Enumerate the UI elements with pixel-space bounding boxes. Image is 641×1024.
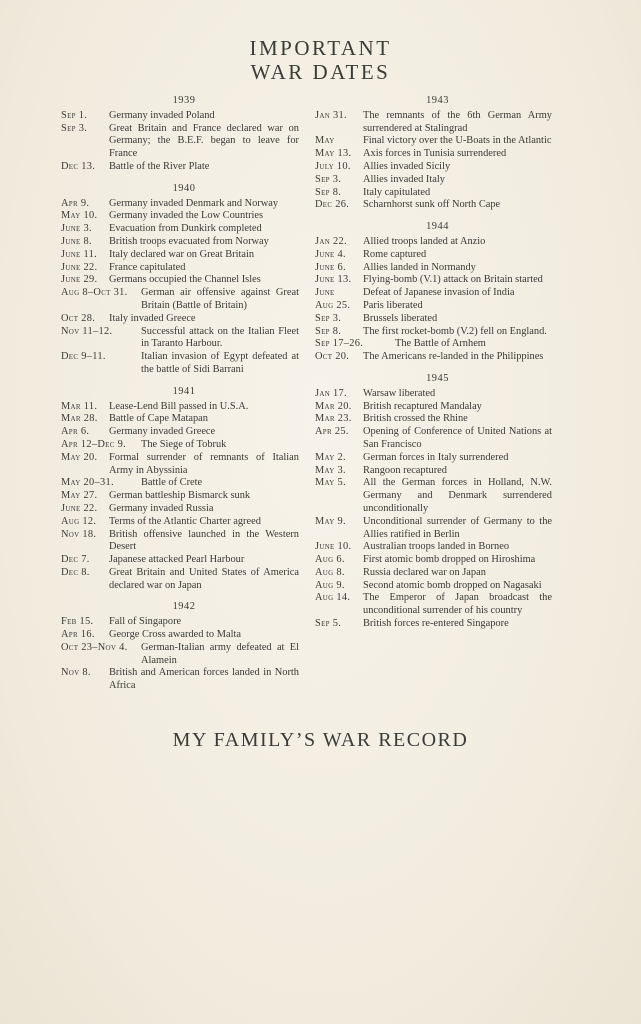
footer-heading: MY FAMILY’S WAR RECORD	[172, 729, 469, 751]
entry-date: Dec 7.	[61, 554, 90, 566]
entry-date: Oct 28.	[61, 312, 96, 324]
timeline-entry	[61, 287, 299, 313]
timeline-entry	[61, 426, 299, 439]
year-heading: 1945	[426, 372, 449, 384]
timeline-entry	[315, 554, 552, 567]
timeline-entry	[61, 629, 299, 642]
entry-date: June 13.	[315, 274, 352, 286]
entry-date: Nov 11–12.	[61, 325, 113, 337]
timeline-entry	[315, 338, 552, 351]
timeline-entry	[61, 274, 299, 287]
entry-date: May 13.	[315, 148, 352, 160]
page-title-line2: WAR DATES	[250, 60, 391, 84]
timeline-entry	[315, 516, 552, 542]
entry-text: Italian invasion of Egypt defeated at the battle of Sidi Barrani	[141, 351, 299, 375]
entry-date: Jan 22.	[315, 235, 347, 247]
timeline-entry	[315, 313, 552, 326]
entry-text: Germany invaded Poland	[109, 109, 215, 121]
timeline-entry	[61, 326, 299, 352]
timeline-entry	[315, 592, 552, 618]
timeline-entry	[61, 516, 299, 529]
entry-date: May 2.	[315, 451, 346, 463]
timeline-entry	[61, 667, 299, 693]
entry-date: Aug 8–Oct 31.	[61, 287, 128, 299]
entry-date: May 5.	[315, 477, 346, 489]
timeline-entry	[61, 110, 299, 123]
entry-date: Apr 9.	[61, 197, 90, 209]
timeline-entry	[315, 249, 552, 262]
timeline-entry	[61, 503, 299, 516]
entry-text: All the German forces in Holland, N.W. Germany and Denmark surrendered unconditionally	[363, 477, 552, 514]
year-heading: 1941	[172, 385, 196, 397]
entry-text: France capitulated	[109, 261, 186, 273]
timeline-entry	[315, 426, 552, 452]
entry-text: British forces re-entered Singapore	[363, 618, 509, 630]
timeline-entry	[61, 210, 299, 223]
timeline-entry	[315, 477, 552, 515]
entry-text: Italy declared war on Great Britain	[109, 248, 255, 260]
entry-date: May	[315, 135, 335, 147]
timeline-entry	[61, 161, 299, 174]
entry-date: Oct 23–Nov 4.	[61, 641, 128, 653]
timeline-entry	[61, 477, 299, 490]
entry-date: Aug 25.	[315, 299, 351, 311]
entry-date: June 10.	[315, 541, 352, 553]
entry-date: Nov 18.	[61, 528, 97, 540]
entry-text: The Emperor of Japan broadcast the unconditional surrender of his country	[363, 592, 552, 617]
entry-text: Italy invaded Greece	[109, 312, 196, 324]
entry-text: The first rocket-bomb (V.2) fell on England.	[363, 325, 547, 337]
entry-date: May 9.	[315, 515, 346, 527]
entry-date: Feb 15.	[61, 616, 94, 628]
timeline-entry	[61, 554, 299, 567]
entry-date: June 22.	[61, 261, 98, 273]
timeline-entry	[315, 541, 552, 554]
entry-text: Great Britain and United States of America declared war on Japan	[109, 566, 299, 591]
entry-text: Allied troops landed at Anzio	[363, 235, 486, 247]
entry-text: Battle of Crete	[141, 477, 203, 489]
year-heading: 1944	[426, 221, 449, 233]
entry-date: Jan 17.	[315, 387, 347, 399]
timeline-entry	[61, 262, 299, 275]
entry-date: July 10.	[315, 160, 351, 172]
entry-date: Aug 8.	[315, 566, 345, 578]
entry-date: Mar 23.	[315, 413, 352, 425]
timeline-entry	[61, 249, 299, 262]
entry-text: Great Britain and France declared war on Germany; the B.E.F. began to leave for France	[109, 122, 299, 160]
entry-date: June 8.	[61, 235, 92, 247]
timeline-entry	[315, 161, 552, 174]
entry-date: Oct 20.	[315, 351, 350, 363]
entry-date: Aug 14.	[315, 592, 351, 604]
entry-date: Jan 31.	[315, 109, 347, 121]
entry-date: Sep 1.	[61, 109, 88, 121]
timeline-entry	[315, 148, 552, 161]
timeline-entry	[315, 262, 552, 275]
entry-date: Sep 3.	[315, 312, 342, 324]
timeline-entry	[315, 274, 552, 287]
year-heading: 1940	[172, 182, 196, 194]
entry-text: Italy capitulated	[363, 186, 431, 198]
year-heading: 1939	[172, 95, 196, 106]
entry-date: June	[315, 287, 335, 299]
year-heading: 1942	[172, 601, 196, 613]
entry-text: Japanese attacked Pearl Harbour	[109, 554, 245, 566]
entry-text: Rome captured	[363, 248, 427, 260]
entry-text: Evacuation from Dunkirk completed	[109, 223, 262, 235]
entry-text: Fall of Singapore	[109, 616, 182, 628]
timeline-entry	[61, 529, 299, 555]
entry-date: Dec 26.	[315, 199, 350, 211]
entry-text: British and American forces landed in North Africa	[109, 667, 299, 692]
timeline-entry	[315, 413, 552, 426]
timeline-entry	[315, 580, 552, 593]
entry-text: Opening of Conference of United Nations at San Francisco	[363, 426, 552, 450]
entry-date: Mar 11.	[61, 400, 98, 412]
left-column	[61, 95, 299, 693]
entry-date: Aug 12.	[61, 515, 97, 527]
entry-text: Allies invaded Italy	[363, 173, 445, 185]
entry-text: The Battle of Arnhem	[395, 338, 486, 350]
timeline-entry	[61, 413, 299, 426]
timeline-entry	[61, 439, 299, 452]
entry-text: Germany invaded the Low Countries	[109, 210, 264, 222]
entry-text: Flying-bomb (V.1) attack on Britain started	[363, 274, 543, 286]
timeline-entry	[61, 313, 299, 326]
entry-date: Nov 8.	[61, 667, 91, 679]
entry-text: The Siege of Tobruk	[141, 438, 227, 450]
entry-text: Final victory over the U-Boats in the Atlantic	[363, 135, 552, 147]
entry-date: June 29.	[61, 274, 98, 286]
entry-text: Germans occupied the Channel Isles	[109, 274, 261, 286]
timeline-entry	[61, 452, 299, 478]
entry-date: Aug 6.	[315, 554, 345, 566]
entry-date: June 3.	[61, 223, 92, 235]
timeline-entry	[315, 401, 552, 414]
entry-date: Mar 20.	[315, 400, 352, 412]
entry-date: Sep 5.	[315, 618, 342, 630]
entry-text: British recaptured Mandalay	[363, 400, 482, 412]
entry-text: Scharnhorst sunk off North Cape	[363, 199, 501, 211]
timeline-entry	[315, 567, 552, 580]
entry-text: Allies invaded Sicily	[363, 160, 451, 172]
entry-date: Sep 8.	[315, 186, 342, 198]
entry-date: June 22.	[61, 502, 98, 514]
timeline-entry	[315, 618, 552, 631]
entry-date: Apr 6.	[61, 426, 90, 438]
entry-date: Dec 13.	[61, 160, 96, 172]
right-column	[315, 95, 552, 631]
entry-text: The Americans re-landed in the Philippines	[363, 351, 544, 363]
entry-date: May 20.	[61, 451, 98, 463]
entry-text: German-Italian army defeated at El Alamein	[141, 641, 299, 666]
entry-date: May 10.	[61, 210, 98, 222]
entry-date: Apr 12–Dec 9.	[61, 438, 126, 450]
timeline-entry	[315, 388, 552, 401]
entry-text: British offensive launched in the Western Desert	[109, 528, 299, 553]
timeline-entry	[61, 490, 299, 503]
timeline-entry	[61, 401, 299, 414]
entry-text: Battle of the River Plate	[109, 160, 210, 172]
entry-text: Defeat of Japanese invasion of India	[363, 287, 515, 299]
timeline-entry	[315, 135, 552, 148]
timeline-entry	[315, 110, 552, 136]
entry-text: Paris liberated	[363, 299, 423, 311]
entry-text: British crossed the Rhine	[363, 413, 468, 425]
entry-text: German battleship Bismarck sunk	[109, 490, 251, 502]
timeline-entry	[61, 567, 299, 593]
timeline-entry	[315, 326, 552, 339]
entry-date: Dec 8.	[61, 566, 90, 578]
timeline-entry	[315, 287, 552, 300]
entry-date: Apr 16.	[61, 629, 95, 641]
entry-date: Sep 8.	[315, 325, 342, 337]
entry-date: Sep 3.	[61, 122, 88, 134]
entry-text: German air offensive against Great Britain (Battle of Britain)	[141, 287, 299, 311]
entry-text: British troops evacuated from Norway	[109, 235, 269, 247]
entry-date: June 4.	[315, 248, 346, 260]
entry-date: Sep 17–26.	[315, 338, 364, 350]
timeline-entry	[315, 351, 552, 364]
entry-text: Warsaw liberated	[363, 387, 436, 399]
entry-date: June 11.	[61, 248, 98, 260]
timeline-entry	[315, 465, 552, 478]
timeline-entry	[61, 223, 299, 236]
entry-text: Germany invaded Russia	[109, 502, 214, 514]
entry-text: Formal surrender of remnants of Italian Army in Abyssinia	[109, 451, 299, 476]
timeline-entry	[61, 642, 299, 668]
entry-text: The remnants of the 6th German Army surrendered at Stalingrad	[363, 109, 552, 134]
entry-date: May 20–31.	[61, 477, 114, 489]
timeline-entry	[315, 236, 552, 249]
entry-text: Russia declared war on Japan	[363, 566, 486, 578]
timeline-entry	[61, 616, 299, 629]
entry-text: Successful attack on the Italian Fleet in Taranto Harbour.	[141, 325, 299, 350]
page-title-line1: IMPORTANT	[249, 36, 392, 60]
timeline-entry	[315, 187, 552, 200]
entry-text: George Cross awarded to Malta	[109, 629, 241, 641]
timeline-entry	[61, 123, 299, 161]
entry-text: Second atomic bomb dropped on Nagasaki	[363, 579, 542, 591]
entry-date: Apr 25.	[315, 426, 349, 438]
year-heading: 1943	[426, 95, 449, 106]
entry-date: June 6.	[315, 261, 346, 273]
timeline-entry	[315, 452, 552, 465]
entry-text: Terms of the Atlantic Charter agreed	[109, 515, 261, 527]
entry-text: Battle of Cape Matapan	[109, 413, 208, 425]
entry-date: Sep 3.	[315, 173, 342, 185]
entry-date: May 27.	[61, 490, 98, 502]
entry-text: First atomic bomb dropped on Hiroshima	[363, 554, 536, 566]
entry-text: Unconditional surrender of Germany to the Allies ratified in Berlin	[363, 515, 552, 540]
timeline-entry	[61, 236, 299, 249]
entry-text: Germany invaded Greece	[109, 426, 216, 438]
timeline-entry	[315, 174, 552, 187]
timeline-entry	[315, 199, 552, 212]
entry-text: Lease-Lend Bill passed in U.S.A.	[109, 400, 249, 412]
entry-text: Axis forces in Tunisia surrendered	[363, 148, 507, 160]
timeline-entry	[61, 351, 299, 377]
entry-text: Germany invaded Denmark and Norway	[109, 197, 279, 209]
entry-text: Australian troops landed in Borneo	[363, 541, 510, 553]
entry-text: Brussels liberated	[363, 312, 438, 324]
entry-date: May 3.	[315, 464, 346, 476]
timeline-entry	[61, 198, 299, 211]
entry-text: Allies landed in Normandy	[363, 261, 476, 273]
entry-date: Dec 9–11.	[61, 351, 106, 363]
entry-date: Mar 28.	[61, 413, 98, 425]
entry-text: Rangoon recaptured	[363, 464, 447, 476]
entry-date: Aug 9.	[315, 579, 345, 591]
entry-text: German forces in Italy surrendered	[363, 451, 509, 463]
timeline-entry	[315, 300, 552, 313]
